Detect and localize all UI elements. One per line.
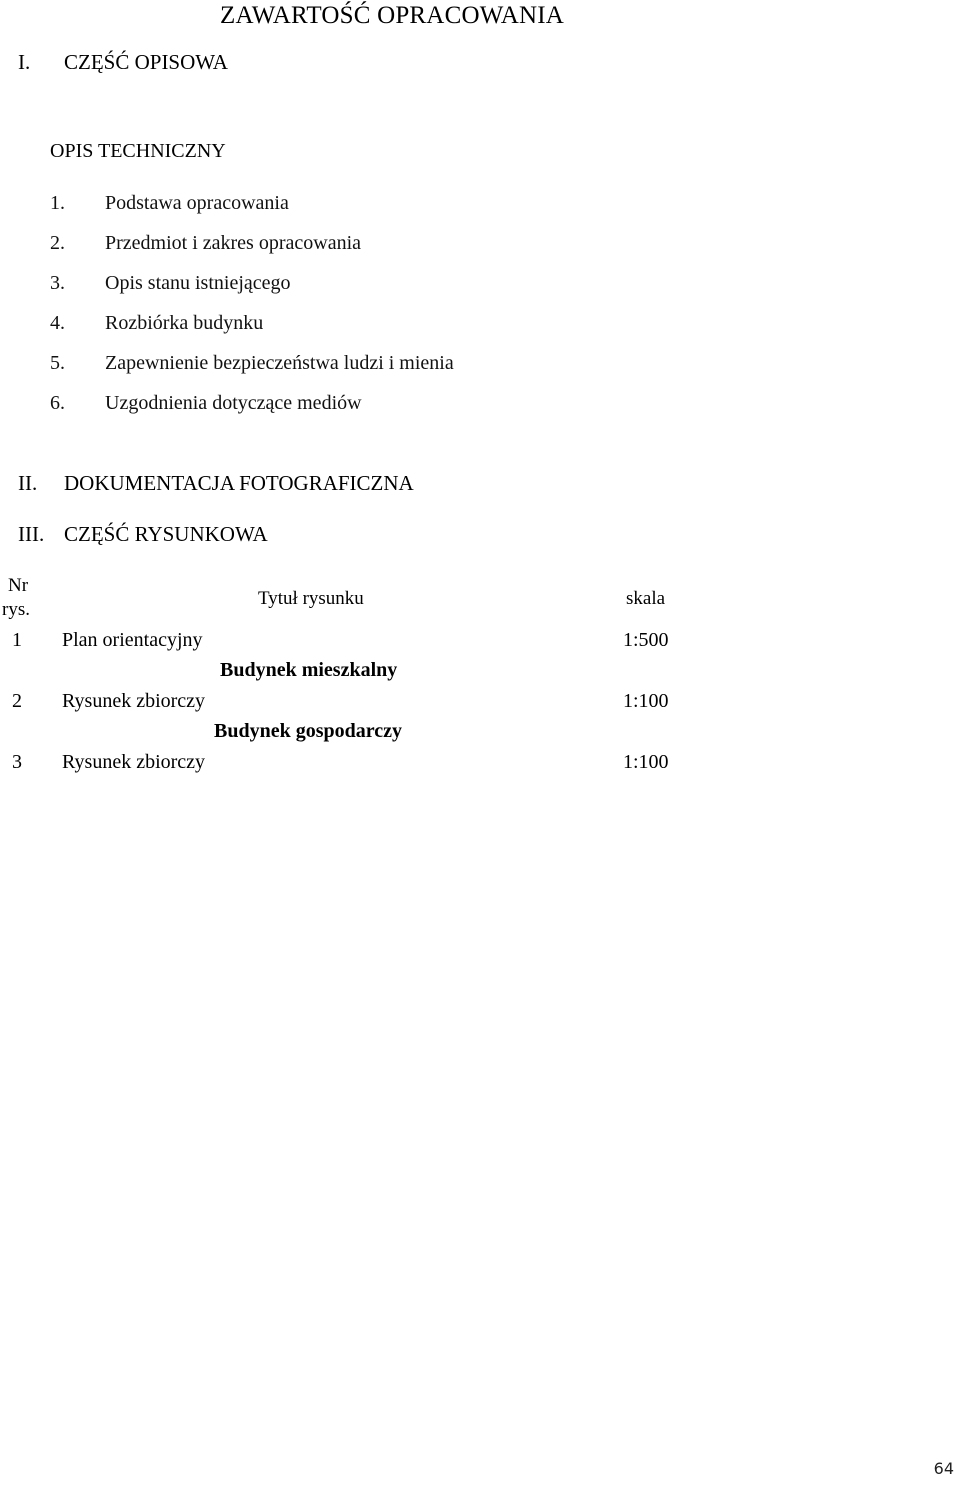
list-item-number: 2. [50,232,65,254]
document-title: ZAWARTOŚĆ OPRACOWANIA [220,2,565,29]
list-item-text: Rozbiórka budynku [105,312,264,334]
list-item-text: Zapewnienie bezpieczeństwa ludzi i mienia [105,352,454,374]
section-1-label: CZĘŚĆ OPISOWA [64,50,228,74]
section-2-label: DOKUMENTACJA FOTOGRAFICZNA [64,471,414,495]
list-item [50,392,550,418]
list-item-text: Uzgodnienia dotyczące mediów [105,392,362,414]
section-3-label: CZĘŚĆ RYSUNKOWA [64,522,268,546]
list-item-text: Opis stanu istniejącego [105,272,291,294]
list-item [50,192,550,218]
list-item-text: Przedmiot i zakres opracowania [105,232,362,254]
row-scale: 1:100 [623,751,669,773]
list-item-number: 5. [50,352,65,374]
list-item-number: 6. [50,392,65,414]
row-title: Rysunek zbiorczy [62,751,206,773]
row-title: Rysunek zbiorczy [62,690,206,712]
row-nr: 2 [12,690,22,712]
header-nr-line1: Nr [8,575,29,596]
row-title: Plan orientacyjny [62,629,203,651]
header-nr-line2: rys. [2,599,30,620]
section-3-heading [18,522,418,548]
section-2-number: II. [18,471,38,495]
list-item-number: 4. [50,312,65,334]
section-1-heading [18,50,418,76]
section-3-number: III. [18,522,45,546]
list-item-number: 1. [50,192,65,214]
row-scale: 1:500 [623,629,669,651]
group-heading: Budynek gospodarczy [214,720,403,742]
row-nr: 1 [12,629,22,651]
list-item-number: 3. [50,272,65,294]
section-2-heading [18,471,538,497]
list-item [50,312,550,338]
group-heading: Budynek mieszkalny [220,659,398,681]
subsection-title: OPIS TECHNICZNY [50,140,226,162]
list-item [50,272,550,298]
header-title: Tytuł rysunku [258,588,364,609]
section-1-number: I. [18,50,31,74]
row-nr: 3 [12,751,22,773]
list-item-text: Podstawa opracowania [105,192,289,214]
header-scale: skala [626,588,666,609]
row-scale: 1:100 [623,690,669,712]
list-item [50,352,550,378]
page-number: 64 [933,1459,954,1478]
list-item [50,232,550,258]
